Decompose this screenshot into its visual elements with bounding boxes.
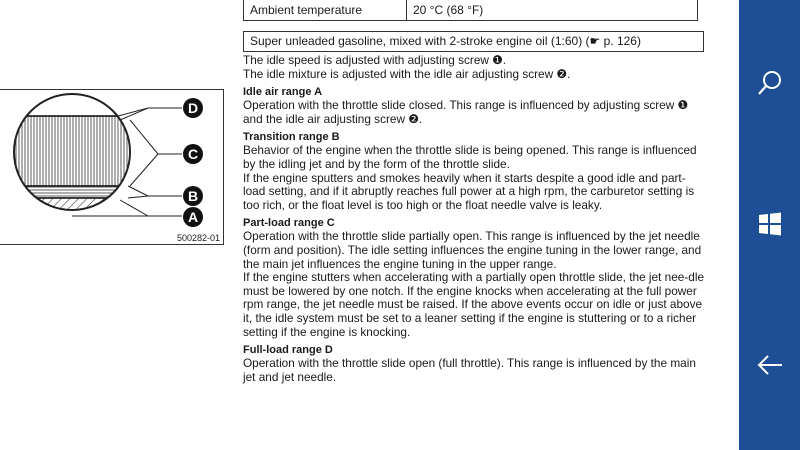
back-button[interactable] [739,340,800,390]
spec-label: Ambient temperature [244,0,407,21]
spec-value: 20 °C (68 °F) [407,0,698,21]
charm-bar [739,0,800,450]
label-c [183,144,203,164]
intro-line-1: The idle speed is adjusted with adjusting screw ❶. [243,53,507,67]
table-row [244,0,698,21]
figure-code: 500282-01 [176,233,220,243]
label-a [183,207,203,227]
section-heading-transition: Transition range B [243,131,340,144]
carburetor-ranges-figure [0,89,224,245]
label-b [183,186,203,206]
section-paragraph: If the engine sputters and smokes heavily when it starts despite a good idle and part-load setting, and if it abruptly reaches full power at a high rpm, the carburetor setting is too rich, or the float level is too high or the float needle valve is leaky. [243,170,695,212]
search-icon [756,69,784,97]
search-button[interactable] [739,58,800,108]
section-paragraph: Operation with the throttle slide partially open. This range is influenced by the jet needle (form and position). The idle setting influences the engine tuning in the lower range, and the main jet influences the engine tuning in the upper range. [243,229,702,271]
section-heading-part-load: Part-load range C [243,217,335,230]
section-heading-full-load: Full-load range D [243,344,333,357]
document-body [243,54,705,384]
carburetor-diagram [0,90,223,244]
svg-text:B: B [187,188,199,204]
back-arrow-icon [756,351,784,379]
fuel-note: Super unleaded gasoline, mixed with 2-stroke engine oil (1:60) (☛ p. 126) [243,31,704,52]
section-heading-idle-air: Idle air range A [243,86,323,99]
label-d [183,98,203,118]
windows-start-icon [757,211,783,237]
intro-line-2: The idle mixture is adjusted with the idle air adjusting screw ❷. [243,66,571,81]
spec-table [243,0,698,21]
svg-text:D: D [187,100,199,116]
start-button[interactable] [739,199,800,249]
section-paragraph: If the engine stutters when accelerating with a partially open throttle slide, the jet nee-dle must be lowered by one notch. If the engine knocks when accelerating at the full power rpm range, the jet needle must be raised. If the above events occur on idle or just above it, the idle system must be set to a leaner setting if the engine is stuttering or to a richer setting if the engine is knocking. [243,270,705,339]
svg-text:C: C [187,146,199,162]
section-paragraph: Behavior of the engine when the throttle slide is being opened. This range is influenced by the idling jet and by the form of the throttle slide. [243,143,697,171]
svg-text:A: A [187,209,199,225]
section-paragraph: Operation with the throttle slide closed. This range is influenced by adjusting screw ❶ and the idle air adjusting screw ❷. [243,98,689,126]
section-paragraph: Operation with the throttle slide open (full throttle). This range is influenced by the main jet and jet needle. [243,356,696,384]
